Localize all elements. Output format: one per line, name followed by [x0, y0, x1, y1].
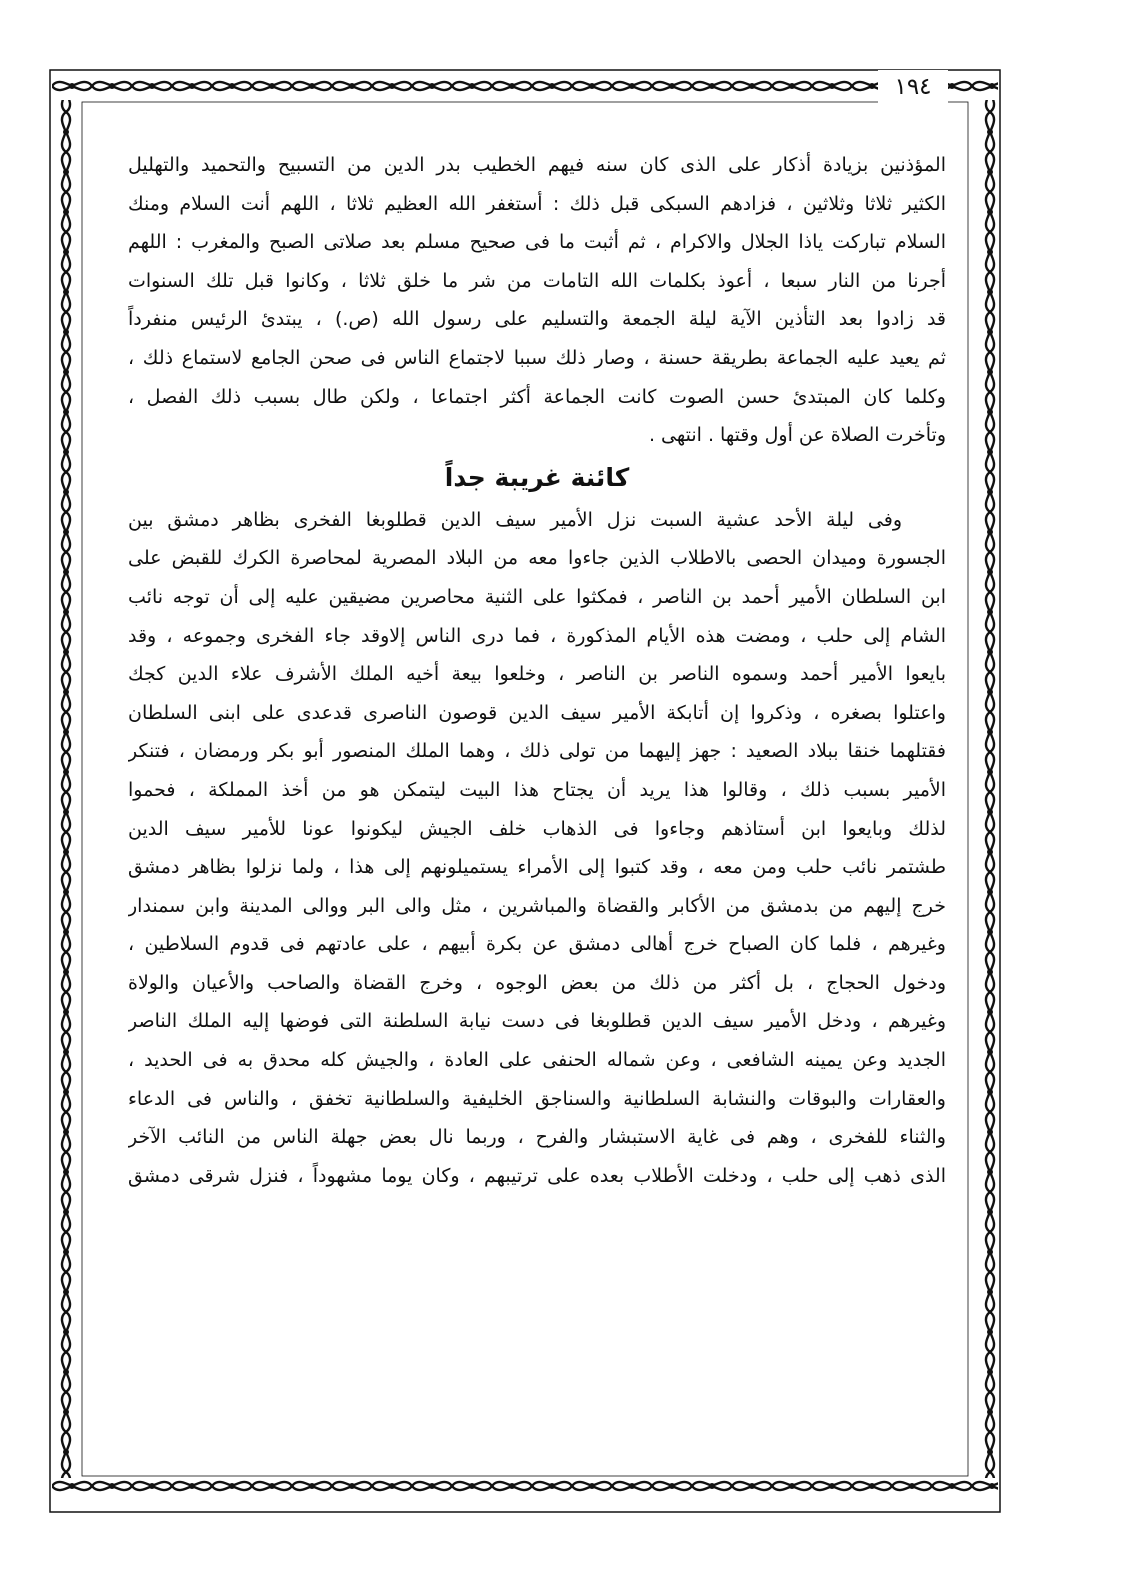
page-text: [128, 146, 946, 1195]
text-line: بايعوا الأمير أحمد وسموه الناصر بن الناصر ، وخلعوا بيعة أخيه الملك الأشرف علاء الدين كجك: [128, 663, 946, 686]
text-line: ابن السلطان الأمير أحمد بن الناصر ، فمكثوا على الثنية محاصرين مضيقين عليه إلى أن توجه نائب: [128, 585, 946, 608]
text-line: واعتلوا بصغره ، وذكروا إن أتابكة الأمير سيف الدين قوصون الناصرى قدعدى على ابنى السلطان: [128, 701, 946, 724]
text-line: لذلك وبايعوا ابن أستاذهم وجاءوا فى الذهاب خلف الجيش ليكونوا عونا للأمير سيف الدين: [128, 817, 946, 840]
text-line: الشام إلى حلب ، ومضت هذه الأيام المذكورة ، فما درى الناس إلاوقد جاء الفخرى وجموعه ، وقد: [128, 624, 946, 647]
text-line: والعقارات والبوقات والنشابة السلطانية والسناجق الخليفية والسلطانية تخفق ، والناس فى الدعاء: [128, 1087, 946, 1110]
text-line: الذى ذهب إلى حلب ، ودخلت الأطلاب بعده على ترتيبهم ، وكان يوما مشهوداً ، فنزل شرقى دمشق: [128, 1164, 946, 1187]
page-number: ١٩٤: [878, 70, 948, 104]
text-line: طشتمر نائب حلب ومن معه ، وقد كتبوا إلى الأمراء يستميلونهم إلى هذا ، ولما نزلوا بظاهر دمشق: [128, 856, 946, 879]
text-line: أجرنا من النار سبعا ، أعوذ بكلمات الله التامات من شر ما خلق ثلاثا ، وكانوا قبل تلك السنوات: [128, 269, 946, 292]
section-heading: كائنة غريبة جداً: [444, 462, 630, 492]
text-line: فقتلهما خنقا ببلاد الصعيد : جهز إليهما من تولى ذلك ، وهما الملك المنصور أبو بكر ورمضان ، فتنكر: [128, 740, 946, 763]
text-line: الجسورة وميدان الحصى بالاطلاب الذين جاءوا معه من البلاد المصرية لمحاصرة الكرك للقبض على: [128, 547, 946, 570]
text-line: والثناء للفخرى ، وهم فى غاية الاستبشار والفرح ، وربما نال بعض جهلة الناس من النائب الآخر: [128, 1126, 946, 1149]
text-line: المؤذنين بزيادة أذكار على الذى كان سنه فيهم الخطيب بدر الدين من التسبيح والتحميد والتهليل: [128, 154, 946, 176]
text-line: وغيرهم ، فلما كان الصباح خرج أهالى دمشق عن بكرة أبيهم ، على عادتهم فى قدوم السلاطين ،: [128, 933, 946, 956]
text-line: ثم يعيد عليه الجماعة بطريقة حسنة ، وصار ذلك سببا لاجتماع الناس فى صحن الجامع لاستماع ذلك ،: [128, 346, 946, 369]
text-line: الأمير بسبب ذلك ، وقالوا هذا يريد أن يجتاح هذا البيت ليتمكن هو من أخذ المملكة ، فحموا: [128, 778, 946, 801]
text-line: السلام تباركت ياذا الجلال والاكرام ، ثم أثبت ما فى صحيح مسلم بعد صلاتى الصبح والمغرب : اللهم: [128, 231, 946, 254]
text-line: وغيرهم ، ودخل الأمير سيف الدين قطلوبغا فى دست نيابة السلطنة التى فوضها إليه الملك الناصر: [128, 1010, 946, 1033]
text-line: الجديد وعن يمينه الشافعى ، وعن شماله الحنفى على العادة ، والجيش كله محدق به فى الحديد ،: [128, 1049, 946, 1072]
text-line: الكثير ثلاثا وثلاثين ، فزادهم السبكى قبل ذلك : أستغفر الله العظيم ثلاثا ، اللهم أنت السلام ومنك: [128, 192, 946, 215]
text-line: ودخول الحجاج ، بل أكثر من ذلك من بعض الوجوه ، وخرج القضاة والصاحب والأعيان والولاة: [128, 971, 946, 994]
text-line: خرج إليهم من بدمشق من الأكابر والقضاة والمباشرين ، مثل والى البر ووالى المدينة وابن سمندار: [128, 894, 946, 917]
text-line: وتأخرت الصلاة عن أول وقتها . انتهى .: [648, 424, 946, 447]
text-line: وكلما كان المبتدئ حسن الصوت كانت الجماعة أكثر اجتماعا ، ولكن طال بسبب ذلك الفصل ،: [128, 385, 946, 408]
text-line: وفى ليلة الأحد عشية السبت نزل الأمير سيف الدين قطلوبغا الفخرى بظاهر دمشق بين: [128, 508, 902, 531]
text-line: قد زادوا بعد التأذين الآية ليلة الجمعة والتسليم على رسول الله (ص.) ، يبتدئ الرئيس منفرداً: [128, 308, 946, 331]
